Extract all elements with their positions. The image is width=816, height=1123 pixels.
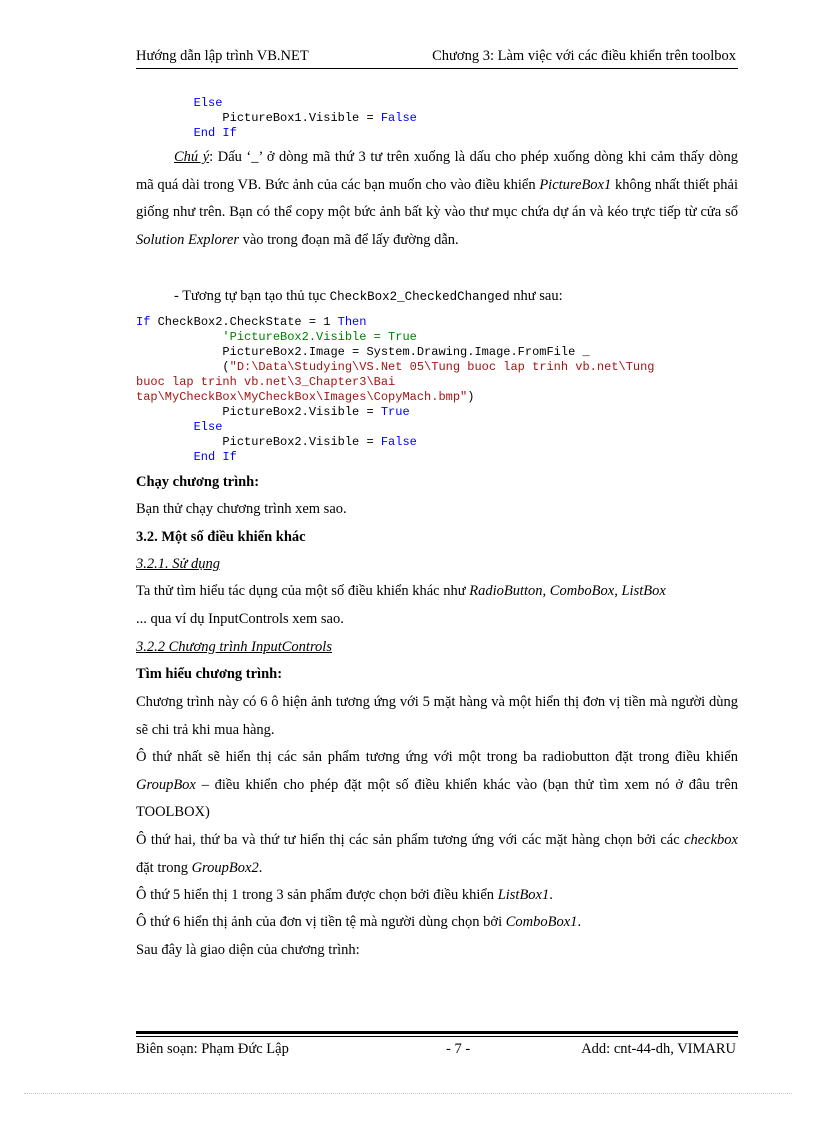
program-description: Chương trình này có 6 ô hiện ảnh tương ứng với 5 mặt hàng và một hiển thị đơn vị tiền mà người dùng sẽ chi trả khi mua hàng.	[136, 694, 738, 738]
header-chapter-title: Chương 3: Làm việc với các điều khiển trên toolbox	[432, 48, 736, 64]
procedure-intro	[174, 288, 776, 305]
code-string: buoc lap trinh vb.net\3_Chapter3\Bai	[136, 375, 396, 389]
paragraph-italic: ListBox1	[497, 887, 550, 903]
paragraph-italic: GroupBox	[136, 776, 196, 793]
paragraph-text: – điều khiển cho phép đặt một số điều khiển khác vào (bạn thử tìm xem nó ở đâu trên TOOLBOX)	[136, 776, 738, 820]
run-heading: Chạy chương trình:	[136, 474, 260, 490]
paragraph-text: .	[577, 914, 582, 930]
header-rule	[136, 68, 738, 69]
paragraph-italic: GroupBox2	[191, 859, 259, 876]
page-header	[136, 48, 736, 68]
learn-heading: Tìm hiểu chương trình:	[136, 666, 283, 682]
cell-5-paragraph	[136, 887, 738, 904]
subsection-heading-usage: 3.2.1. Sử dụng	[136, 556, 221, 572]
section-heading: 3.2. Một số điều khiển khác	[136, 529, 306, 545]
paragraph-italic: ComboBox1	[505, 914, 578, 930]
procedure-text: - Tương tự bạn tạo thủ tục	[174, 288, 330, 304]
paragraph-text: .	[549, 887, 553, 903]
code-keyword: If	[136, 315, 151, 329]
cell-6-paragraph	[136, 914, 738, 931]
page-number: - 7 -	[446, 1041, 471, 1057]
code-keyword: False	[380, 111, 417, 125]
usage-paragraph	[136, 578, 738, 633]
code-text: PictureBox2.Visible =	[222, 435, 381, 449]
code-block-2	[136, 315, 655, 465]
code-keyword: True	[380, 405, 410, 419]
code-text: (	[222, 360, 230, 374]
code-comment: 'PictureBox2.Visible = True	[222, 330, 417, 344]
paragraph-text: Ta thử tìm hiểu tác dụng của một số điều khiển khác như	[136, 583, 470, 599]
header-book-title: Hướng dẫn lập trình VB.NET	[136, 48, 309, 64]
note-label: Chú ý	[174, 149, 210, 165]
procedure-name: CheckBox2_CheckedChanged	[329, 290, 510, 304]
paragraph-italic: RadioButton, ComboBox, ListBox	[469, 583, 666, 599]
paragraph-text: .	[258, 859, 263, 876]
paragraph-italic: checkbox	[684, 832, 738, 848]
code-text: PictureBox2.Image = System.Drawing.Image.FromFile _	[222, 345, 590, 359]
code-text: PictureBox2.Visible =	[222, 405, 381, 419]
code-text: )	[467, 390, 475, 404]
code-keyword: End If	[193, 450, 237, 464]
paragraph-text: Ô thứ 5 hiển thị 1 trong 3 sản phẩm được chọn bởi điều khiển	[136, 887, 498, 903]
footer-address: Add: cnt-44-dh, VIMARU	[581, 1041, 736, 1057]
code-text: PictureBox1.Visible =	[222, 111, 381, 125]
first-cell-paragraph	[136, 744, 738, 827]
procedure-text: như sau:	[509, 288, 563, 304]
code-keyword: Then	[337, 315, 367, 329]
interface-intro: Sau đây là giao diện của chương trình:	[136, 942, 360, 958]
code-keyword: Else	[193, 420, 223, 434]
run-text: Bạn thử chạy chương trình xem sao.	[136, 501, 347, 517]
paragraph-text: Ô thứ nhất sẽ hiển thị các sản phẩm tương ứng với một trong ba radiobutton đặt trong điều khiển	[136, 749, 738, 765]
cells-2-4-paragraph	[136, 827, 738, 882]
note-text: vào trong đoạn mã để lấy đường dẫn.	[238, 231, 459, 248]
paragraph-text: ... qua ví dụ InputControls xem sao.	[136, 610, 344, 627]
note-text: : Dấu ‘_’ ở dòng mã thứ 3 tư trên xuống là dấu cho phép xuống dòng khi cảm thấy dòng mã quá dài trong VB. Bức ảnh của các bạn muốn cho vào điều khiển	[136, 149, 738, 193]
note-italic: PictureBox1	[539, 176, 612, 193]
code-string: tap\MyCheckBox\MyCheckBox\Images\CopyMach.bmp"	[136, 390, 468, 404]
note-text: không nhất thiết phải giống như trên. Bạn có thể copy một bức ảnh bất kỳ vào thư mục chứa dự án và kéo trực tiếp từ cửa sổ	[136, 176, 738, 220]
code-string: "D:\Data\Studying\VS.Net 05\Tung buoc lap trinh vb.net\Tung	[229, 360, 655, 374]
note-italic: Solution Explorer	[136, 231, 239, 248]
paragraph-text: Ô thứ hai, thứ ba và thứ tư hiển thị các sản phẩm tương ứng với các mặt hàng chọn bởi các	[136, 832, 685, 848]
footer-author: Biên soạn: Phạm Đức Lập	[136, 1041, 289, 1057]
code-keyword: End If	[193, 126, 237, 140]
page-footer	[136, 1041, 736, 1061]
subsection-heading-program: 3.2.2 Chương trình InputControls	[136, 639, 332, 655]
note-paragraph	[136, 144, 738, 254]
code-keyword: False	[380, 435, 417, 449]
code-text: CheckBox2.CheckState = 1	[150, 315, 338, 329]
code-keyword: Else	[193, 96, 223, 110]
paragraph-text: Ô thứ 6 hiển thị ảnh của đơn vị tiền tệ mà người dùng chọn bởi	[136, 914, 506, 930]
footer-rule-thick	[136, 1031, 738, 1034]
paragraph-text: đặt trong	[136, 859, 192, 876]
footer-rule-thin	[136, 1036, 738, 1037]
page-bottom-border	[24, 1093, 792, 1094]
code-block-1	[136, 96, 417, 141]
